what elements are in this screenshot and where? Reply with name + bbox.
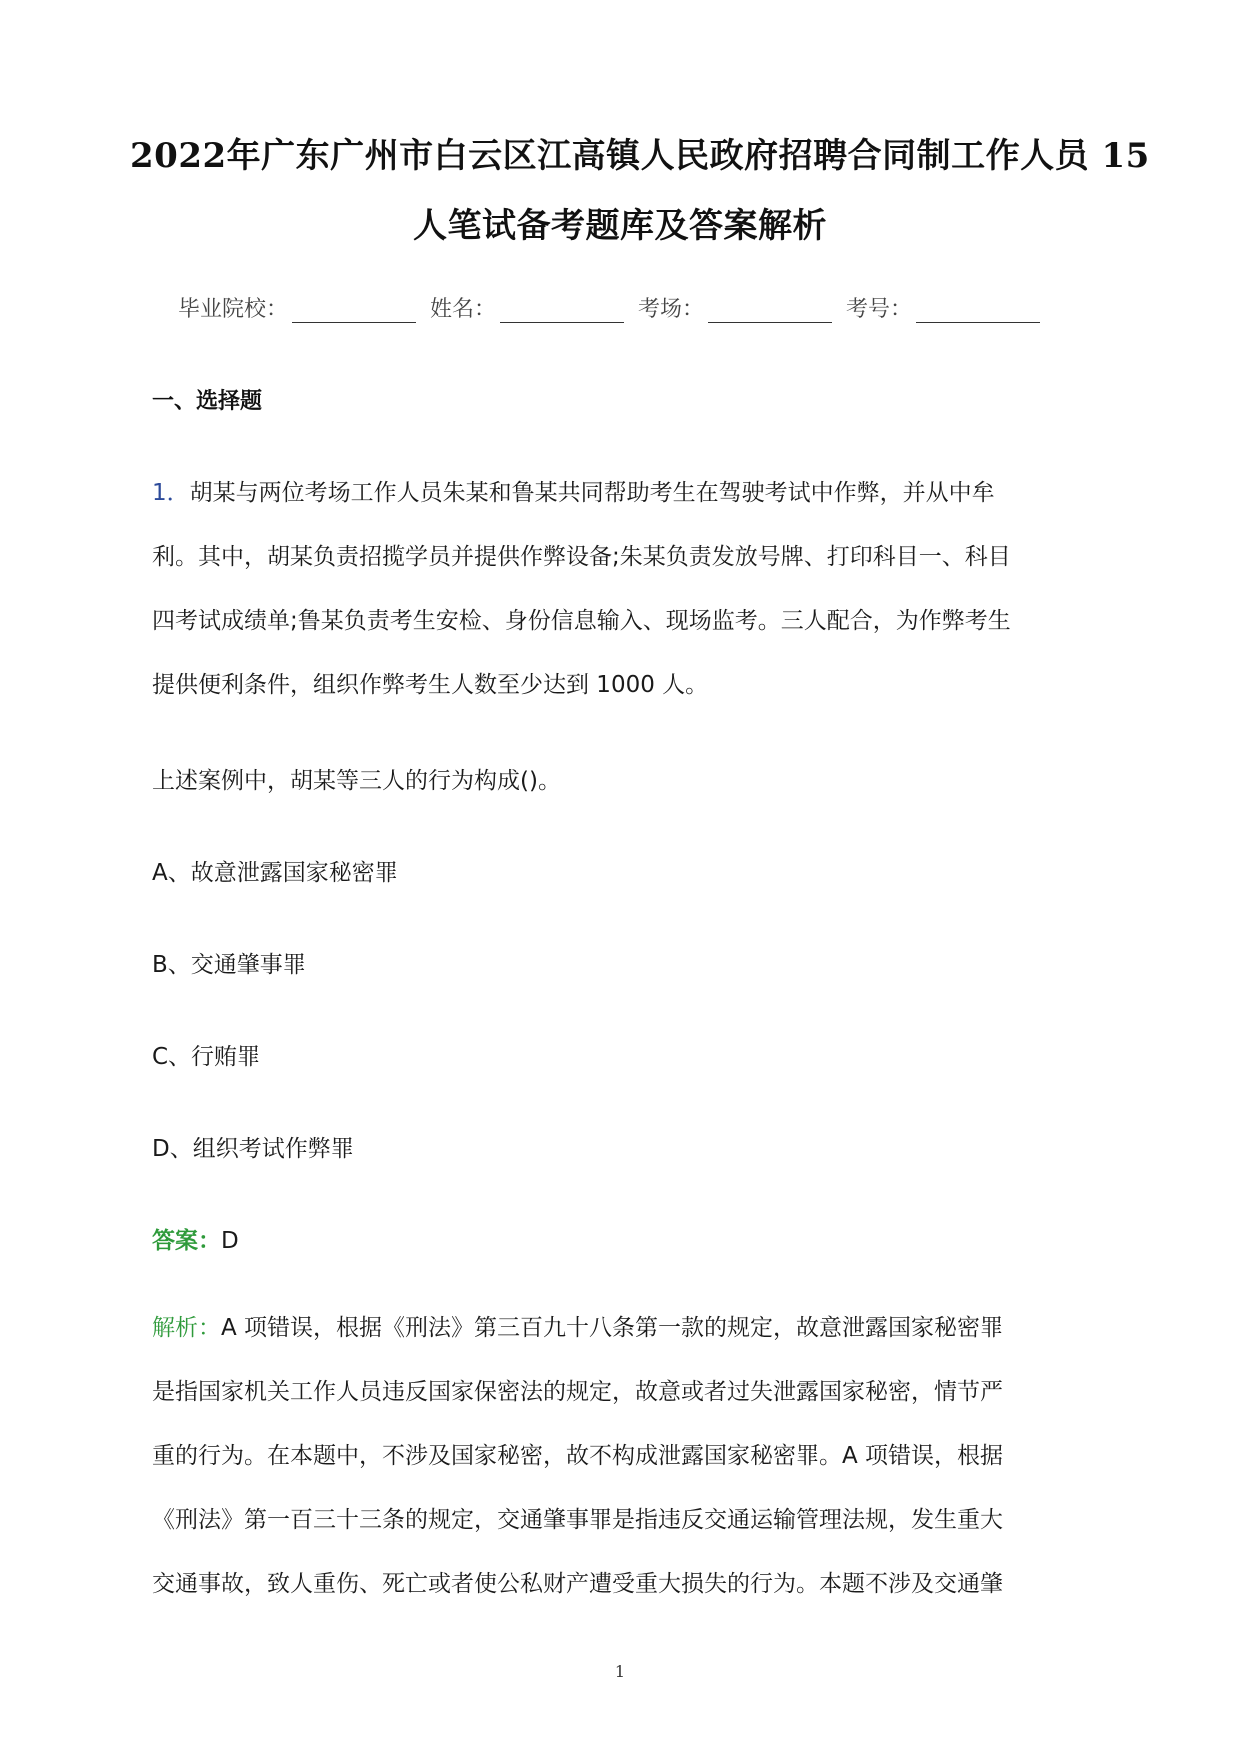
- document-title-line-1: 2022年广东广州市白云区江高镇人民政府招聘合同制工作人员 15: [130, 136, 1150, 176]
- analysis-line: 重的行为。在本题中，不涉及国家秘密，故不构成泄露国家秘密罪。A 项错误，根据: [152, 1443, 1004, 1469]
- analysis-label: 解析：: [152, 1315, 221, 1341]
- info-field-exam-number: [846, 292, 1040, 323]
- question-stem: [152, 461, 1092, 717]
- question-stem-line: 四考试成绩单;鲁某负责考生安检、身份信息输入、现场监考。三人配合，为作弊考生: [152, 608, 1011, 634]
- info-field-name: [430, 292, 624, 323]
- blank-line: [708, 298, 832, 323]
- option-c: C、行贿罪: [152, 1044, 261, 1070]
- question-stem-line: 1．胡某与两位考场工作人员朱某和鲁某共同帮助考生在驾驶考试中作弊，并从中牟: [152, 480, 995, 506]
- option-b: B、交通肇事罪: [152, 952, 306, 978]
- question-stem-line: 提供便利条件，组织作弊考生人数至少达到 1000 人。: [152, 672, 709, 698]
- question-prompt: 上述案例中，胡某等三人的行为构成()。: [152, 768, 561, 794]
- candidate-info-row: [178, 292, 1078, 323]
- document-title-line-2: 人笔试备考题库及答案解析: [413, 206, 827, 246]
- info-field-school: [178, 292, 416, 323]
- info-field-exam-room: [638, 292, 832, 323]
- info-label: 姓名：: [430, 297, 497, 322]
- answer-value: D: [221, 1228, 239, 1254]
- analysis-line: 《刑法》第一百三十三条的规定，交通肇事罪是指违反交通运输管理法规，发生重大: [152, 1507, 1003, 1533]
- option-a: A、故意泄露国家秘密罪: [152, 860, 398, 886]
- blank-line: [500, 298, 624, 323]
- info-label: 考场：: [638, 297, 705, 322]
- analysis-block: [152, 1296, 1092, 1616]
- question-stem-line: 利。其中，胡某负责招揽学员并提供作弊设备;朱某负责发放号牌、打印科目一、科目: [152, 544, 1011, 570]
- answer-line: [152, 1222, 239, 1255]
- analysis-line: 是指国家机关工作人员违反国家保密法的规定，故意或者过失泄露国家秘密，情节严: [152, 1379, 1003, 1405]
- blank-line: [292, 298, 416, 323]
- info-label: 毕业院校：: [178, 297, 289, 322]
- analysis-line: 解析：A 项错误，根据《刑法》第三百九十八条第一款的规定，故意泄露国家秘密罪: [152, 1315, 1004, 1341]
- question-number: 1．: [152, 480, 190, 506]
- blank-line: [916, 298, 1040, 323]
- page-number: 1: [614, 1662, 626, 1681]
- section-heading: 一、选择题: [152, 389, 263, 414]
- option-d: D、组织考试作弊罪: [152, 1136, 354, 1162]
- answer-label: 答案：: [152, 1228, 221, 1254]
- analysis-line: 交通事故，致人重伤、死亡或者使公私财产遭受重大损失的行为。本题不涉及交通肇: [152, 1571, 1003, 1597]
- info-label: 考号：: [846, 297, 913, 322]
